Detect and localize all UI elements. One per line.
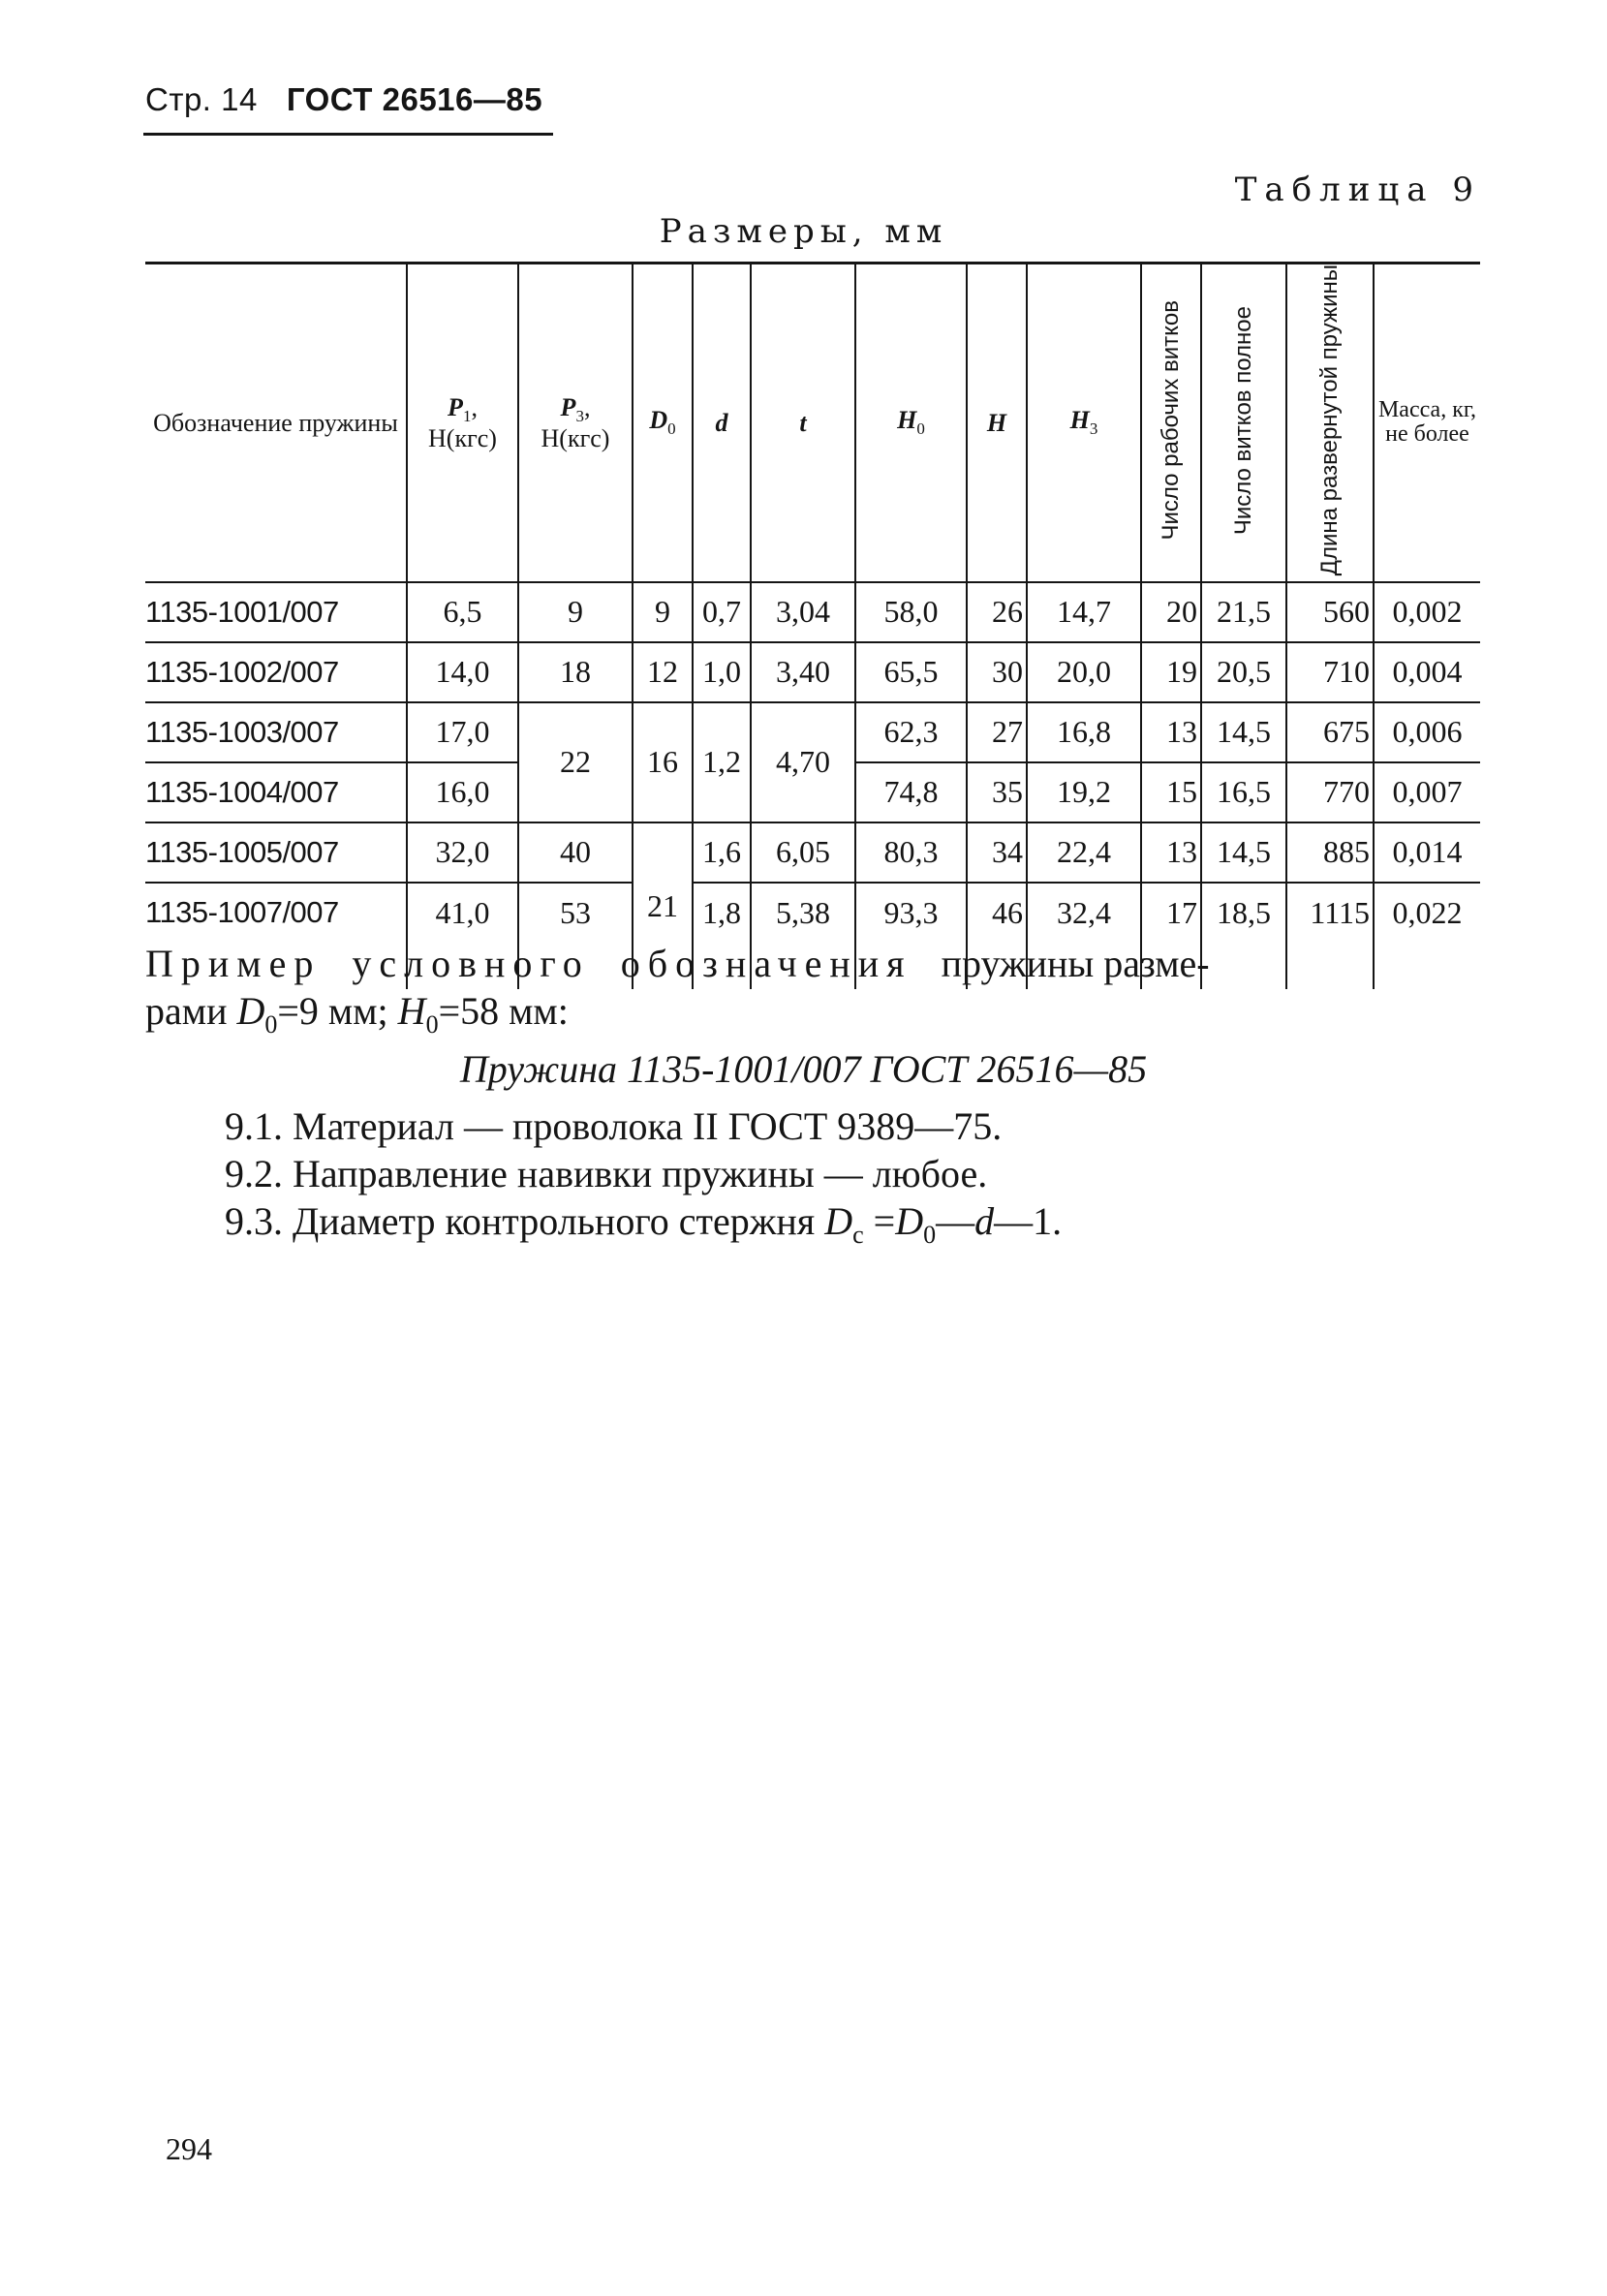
cell-n: 13 — [1141, 822, 1201, 883]
cell-mass: 0,004 — [1374, 642, 1480, 702]
cell-p3: 40 — [518, 822, 633, 883]
cell-designation: 1135-1003/007 — [145, 702, 407, 762]
header-working-turns: Число рабочих витков — [1141, 264, 1201, 582]
clause-9-2: 9.2. Направление навивки пружины — любое. — [225, 1152, 988, 1195]
cell-p3: 53 — [518, 883, 633, 943]
cell-n1: 14,5 — [1201, 822, 1286, 883]
clause-9-1: 9.1. Материал — проволока II ГОСТ 9389—75. — [225, 1104, 1003, 1148]
table-row — [145, 822, 1480, 883]
standard-label: ГОСТ 26516—85 — [286, 81, 543, 117]
cell-n: 15 — [1141, 762, 1201, 822]
cell-mass: 0,007 — [1374, 762, 1480, 822]
cell-h: 27 — [967, 702, 1027, 762]
cell-h0: 65,5 — [855, 642, 967, 702]
example-paragraph-line2: рами $D_0=9$ мм; $H_0=58$ мм: — [145, 989, 569, 1039]
cell-mass: 0,014 — [1374, 822, 1480, 883]
cell-l: 770 — [1286, 762, 1374, 822]
cell-h0: 80,3 — [855, 822, 967, 883]
cell-mass: 0,022 — [1374, 883, 1480, 943]
table-row — [145, 642, 1480, 702]
clause-9-3: 9.3. Диаметр контрольного стержня $D_c$ $=D_0—d—1$. — [225, 1199, 1063, 1249]
cell-p1: 41,0 — [407, 883, 518, 943]
header-total-turns: Число витков полное — [1201, 264, 1286, 582]
springs-table — [145, 262, 1480, 989]
cell-h0: 93,3 — [855, 883, 967, 943]
cell-t: 3,04 — [751, 582, 855, 642]
cell-t: 3,40 — [751, 642, 855, 702]
cell-n: 20 — [1141, 582, 1201, 642]
cell-h0: 62,3 — [855, 702, 967, 762]
example-designation: Пружина 1135-1001/007 ГОСТ 26516—85 — [459, 1047, 1148, 1091]
header-designation: Обозначение пружины — [145, 264, 407, 582]
table-row — [145, 582, 1480, 642]
cell-designation: 1135-1004/007 — [145, 762, 407, 822]
cell-designation: 1135-1002/007 — [145, 642, 407, 702]
cell-n: 17 — [1141, 883, 1201, 943]
cell-h0: 74,8 — [855, 762, 967, 822]
cell-d: 1,0 — [693, 642, 751, 702]
cell-n: 13 — [1141, 702, 1201, 762]
cell-t-merged: 4,70 — [751, 702, 855, 822]
cell-designation: 1135-1001/007 — [145, 582, 407, 642]
cell-d-merged: 1,2 — [693, 702, 751, 822]
cell-h: 30 — [967, 642, 1027, 702]
cell-d0: 9 — [633, 582, 693, 642]
cell-l: 710 — [1286, 642, 1374, 702]
cell-d: 1,8 — [693, 883, 751, 943]
header-p3: $P_3$, Н(кгс) — [518, 264, 633, 582]
table-caption: Размеры, мм — [659, 212, 948, 251]
header-p1: $P_1$, Н(кгс) — [407, 264, 518, 582]
header-t: t — [751, 264, 855, 582]
cell-t: 6,05 — [751, 822, 855, 883]
table-row — [145, 883, 1480, 943]
header-row — [145, 264, 1480, 582]
header-d0: $D_0$ — [633, 264, 693, 582]
header-h0: $H_0$ — [855, 264, 967, 582]
cell-n: 19 — [1141, 642, 1201, 702]
cell-h: 34 — [967, 822, 1027, 883]
cell-designation: 1135-1007/007 — [145, 895, 339, 930]
cell-n1: 21,5 — [1201, 582, 1286, 642]
cell-h: 35 — [967, 762, 1027, 822]
cell-h3: 14,7 — [1027, 582, 1141, 642]
example-paragraph-line1: Пример условного обозначения пружины разме- — [145, 942, 1210, 985]
cell-p1: 32,0 — [407, 822, 518, 883]
table-row — [145, 702, 1480, 762]
cell-p1: 16,0 — [407, 762, 518, 822]
cell-h: 26 — [967, 582, 1027, 642]
cell-p1: 14,0 — [407, 642, 518, 702]
cell-p3-merged: 22 — [518, 702, 633, 822]
header-rule — [143, 133, 553, 136]
cell-h3: 22,4 — [1027, 822, 1141, 883]
cell-p1: 17,0 — [407, 702, 518, 762]
page-header — [145, 81, 542, 118]
page-label: Стр. 14 — [145, 81, 258, 117]
cell-mass: 0,006 — [1374, 702, 1480, 762]
cell-d: 1,6 — [693, 822, 751, 883]
header-h: H — [967, 264, 1027, 582]
cell-p3: 9 — [518, 582, 633, 642]
cell-n1: 20,5 — [1201, 642, 1286, 702]
cell-d: 0,7 — [693, 582, 751, 642]
cell-designation: 1135-1005/007 — [145, 822, 407, 883]
cell-d0-merged: 21 — [633, 822, 693, 989]
cell-d0: 12 — [633, 642, 693, 702]
cell-h: 46 — [967, 883, 1027, 943]
cell-h3: 19,2 — [1027, 762, 1141, 822]
cell-mass: 0,002 — [1374, 582, 1480, 642]
cell-h3: 20,0 — [1027, 642, 1141, 702]
cell-h0: 58,0 — [855, 582, 967, 642]
page-number: 294 — [166, 2131, 212, 2166]
cell-h3: 16,8 — [1027, 702, 1141, 762]
cell-l: 675 — [1286, 702, 1374, 762]
cell-l: 1115 — [1286, 883, 1374, 943]
cell-n1: 14,5 — [1201, 702, 1286, 762]
cell-p1: 6,5 — [407, 582, 518, 642]
cell-d0-merged: 16 — [633, 702, 693, 822]
header-mass: Масса, кг, не более — [1374, 264, 1480, 582]
cell-l: 560 — [1286, 582, 1374, 642]
cell-n1: 16,5 — [1201, 762, 1286, 822]
header-h3: $H_3$ — [1027, 264, 1141, 582]
cell-n1: 18,5 — [1201, 883, 1286, 943]
cell-h3: 32,4 — [1027, 883, 1141, 943]
cell-t: 5,38 — [751, 883, 855, 943]
cell-p3: 18 — [518, 642, 633, 702]
header-d: d — [693, 264, 751, 582]
header-unwound-length: Длина развернутой пружины — [1286, 264, 1374, 582]
cell-l: 885 — [1286, 822, 1374, 883]
table-number: Таблица 9 — [1234, 171, 1481, 209]
